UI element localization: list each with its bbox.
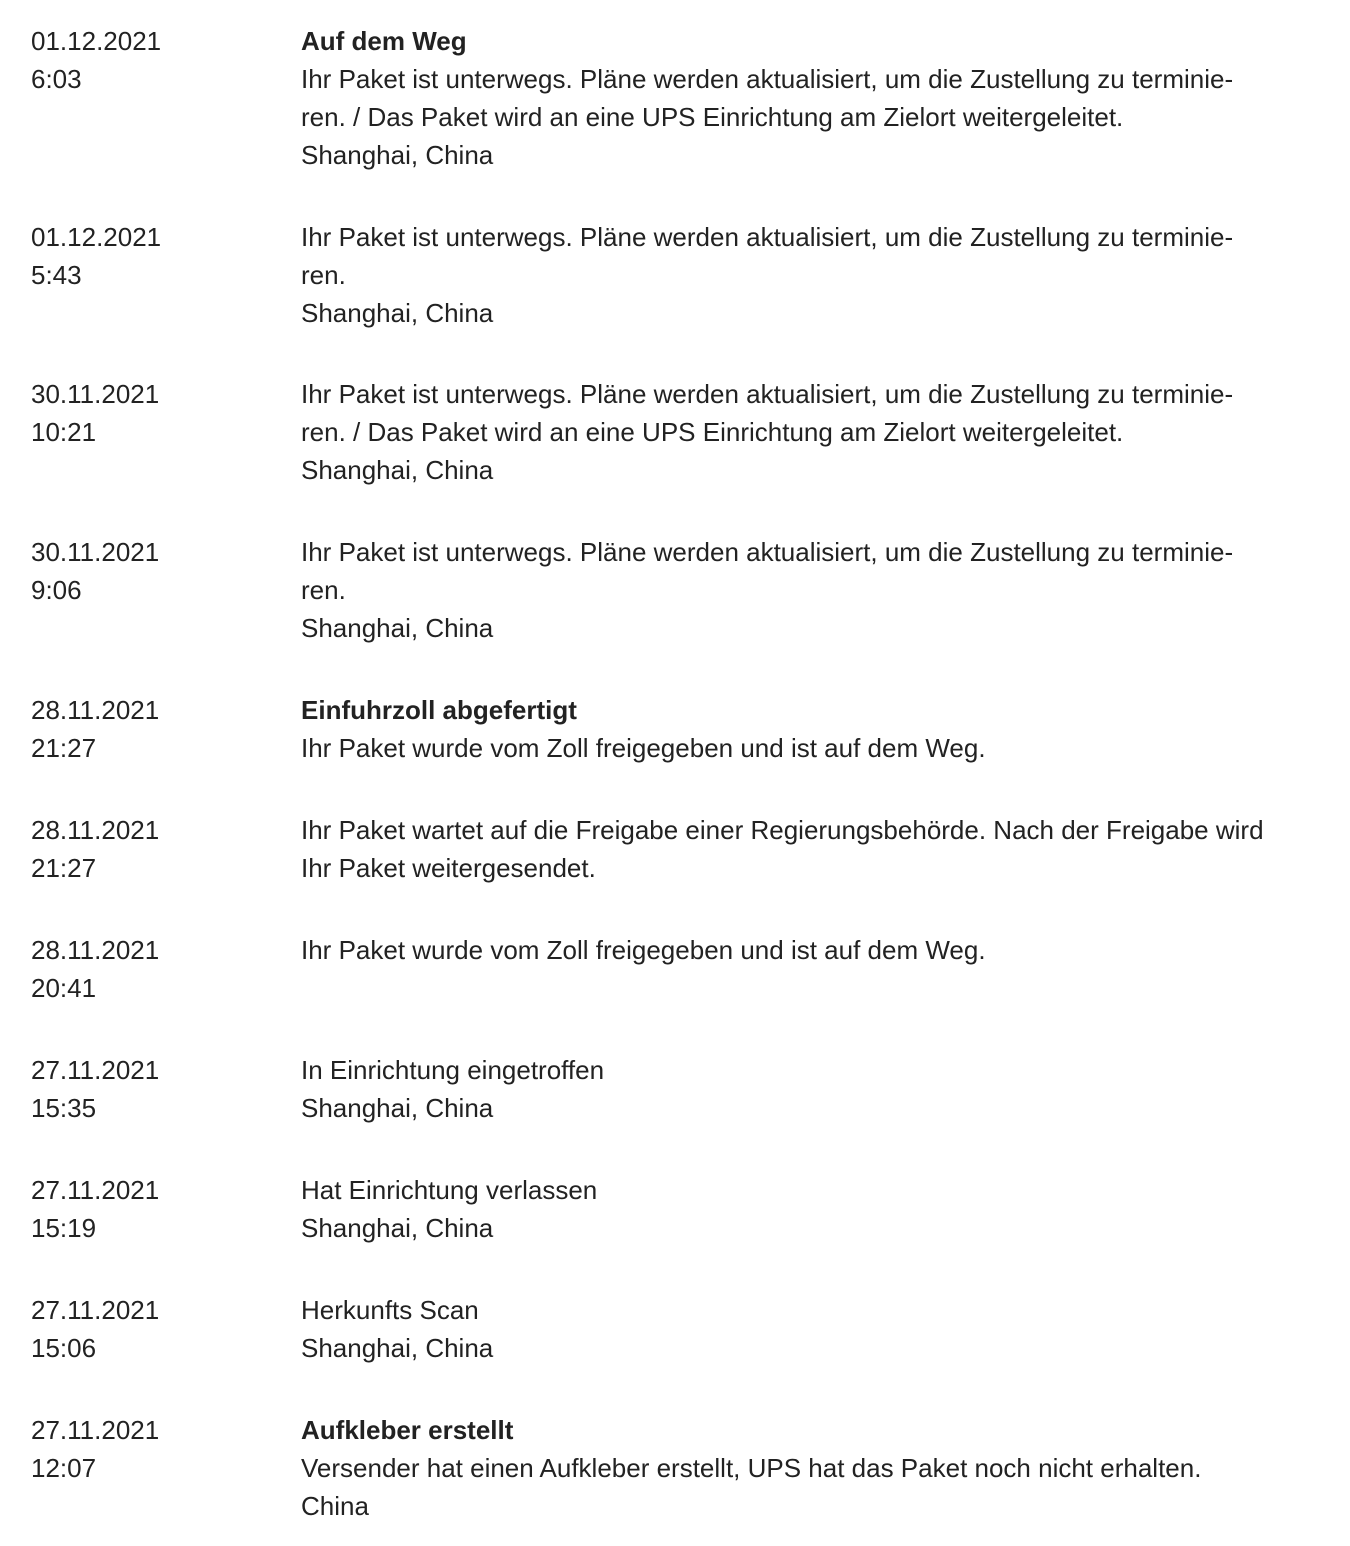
event-description-line: Ihr Paket wurde vom Zoll freigegeben und ist auf dem Weg. [301,733,986,763]
event-timestamp [31,931,271,1007]
event-status-title: Aufkleber erstellt [301,1415,514,1445]
event-status-title: Auf dem Weg [301,26,467,56]
event-time: 15:06 [31,1333,97,1363]
event-date: 28.11.2021 [31,695,160,725]
event-details [301,1171,1331,1247]
event-date: 30.11.2021 [31,537,160,567]
event-timestamp [31,1291,271,1367]
event-description-line: ren. [301,260,346,290]
event-date: 01.12.2021 [31,26,162,56]
event-timestamp [31,1051,271,1127]
event-description-line: Ihr Paket ist unterwegs. Pläne werden aktualisiert, um die Zustellung zu terminie- [301,222,1234,252]
event-time: 9:06 [31,575,82,605]
event-location: Shanghai, China [301,455,494,485]
event-details [301,22,1331,174]
event-time: 15:35 [31,1093,97,1123]
event-date: 28.11.2021 [31,815,160,845]
event-description-line: ren. / Das Paket wird an eine UPS Einrichtung am Zielort weitergeleitet. [301,417,1124,447]
event-description-line: Hat Einrichtung verlassen [301,1175,598,1205]
event-details [301,375,1331,489]
event-timestamp [31,1411,271,1487]
event-details [301,691,1331,767]
event-location: Shanghai, China [301,140,494,170]
event-timestamp [31,811,271,887]
event-timestamp [31,1171,271,1247]
event-timestamp [31,691,271,767]
event-location: Shanghai, China [301,1213,494,1243]
event-details [301,1411,1331,1525]
event-time: 6:03 [31,64,82,94]
event-date: 27.11.2021 [31,1175,160,1205]
event-description-line: Ihr Paket ist unterwegs. Pläne werden aktualisiert, um die Zustellung zu terminie- [301,379,1234,409]
event-time: 5:43 [31,260,82,290]
event-description-line: Versender hat einen Aufkleber erstellt, UPS hat das Paket noch nicht erhalten. [301,1453,1202,1483]
event-description-line: ren. / Das Paket wird an eine UPS Einrichtung am Zielort weitergeleitet. [301,102,1124,132]
event-date: 27.11.2021 [31,1055,160,1085]
event-date: 01.12.2021 [31,222,162,252]
event-timestamp [31,218,271,294]
event-location: Shanghai, China [301,298,494,328]
event-location: Shanghai, China [301,1333,494,1363]
event-time: 12:07 [31,1453,97,1483]
event-description-line: Ihr Paket wurde vom Zoll freigegeben und ist auf dem Weg. [301,935,986,965]
event-time: 21:27 [31,733,97,763]
event-description-line: In Einrichtung eingetroffen [301,1055,605,1085]
event-description-line: Ihr Paket weitergesendet. [301,853,596,883]
event-status-title: Einfuhrzoll abgefertigt [301,695,577,725]
event-date: 27.11.2021 [31,1415,160,1445]
event-details [301,218,1331,332]
event-timestamp [31,22,271,98]
event-date: 30.11.2021 [31,379,160,409]
event-timestamp [31,533,271,609]
event-time: 10:21 [31,417,97,447]
event-description-line: Ihr Paket wartet auf die Freigabe einer Regierungsbehörde. Nach der Freigabe wird [301,815,1264,845]
event-location: Shanghai, China [301,613,494,643]
event-time: 15:19 [31,1213,97,1243]
event-location: Shanghai, China [301,1093,494,1123]
event-description-line: Ihr Paket ist unterwegs. Pläne werden aktualisiert, um die Zustellung zu terminie- [301,537,1234,567]
event-details [301,811,1331,887]
event-time: 20:41 [31,973,97,1003]
event-timestamp [31,375,271,451]
event-details [301,931,1331,969]
event-time: 21:27 [31,853,97,883]
event-details [301,1291,1331,1367]
event-location: China [301,1491,369,1521]
event-details [301,1051,1331,1127]
event-date: 27.11.2021 [31,1295,160,1325]
event-description-line: Herkunfts Scan [301,1295,479,1325]
event-description-line: ren. [301,575,346,605]
event-details [301,533,1331,647]
event-description-line: Ihr Paket ist unterwegs. Pläne werden aktualisiert, um die Zustellung zu terminie- [301,64,1234,94]
event-date: 28.11.2021 [31,935,160,965]
